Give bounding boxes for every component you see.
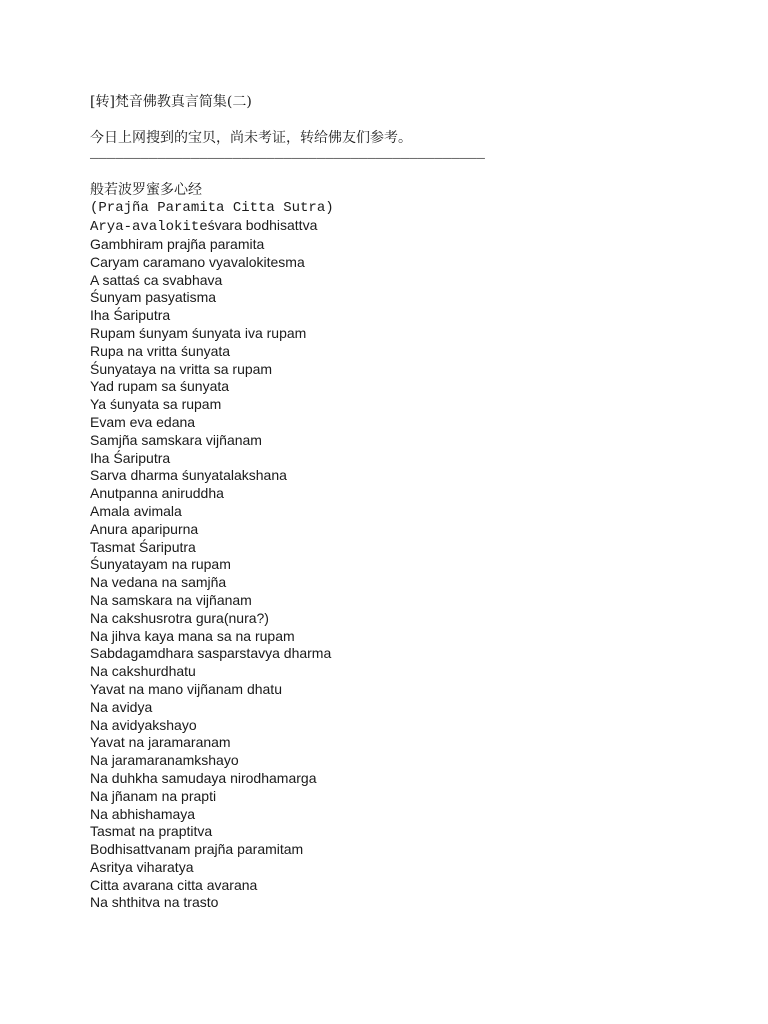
verse-line: Na cakshurdhatu (90, 663, 196, 680)
verse-line: Na jaramaranamkshayo (90, 752, 239, 769)
verse-line: Iha Śariputra (90, 307, 171, 324)
verse-line: A sattaś ca svabhava (90, 271, 223, 288)
verse-line: Asritya viharatya (90, 858, 194, 875)
verse-first-mono-part: Arya-avalokite (90, 219, 208, 235)
verse-line: Evam eva edana (90, 413, 196, 430)
verse-line: Na avidyakshayo (90, 716, 197, 733)
verse-line: Yavat na mano vijñanam dhatu (90, 680, 282, 697)
verse-line: Rupa na vritta śunyata (90, 342, 231, 359)
verse-line: Gambhiram prajña paramita (90, 236, 265, 252)
verse-line: Na cakshusrotra gura(nura?) (90, 609, 269, 626)
verse-line: Bodhisattvanam prajña paramitam (90, 841, 304, 858)
verse-line: Na shthitva na trasto (90, 894, 219, 911)
verse-line: Na duhkha samudaya nirodhamarga (90, 769, 317, 786)
verse-line: Śunyam pasyatisma (90, 289, 217, 306)
verse-line: Na avidya (90, 698, 153, 715)
verse-line: Caryam caramano vyavalokitesma (90, 253, 305, 270)
intro-text: 今日上网搜到的宝贝，尚未考证，转给佛友们参考。 (90, 130, 412, 146)
verse-line: Anutpanna aniruddha (90, 485, 224, 502)
verse-line: Yavat na jaramaranam (90, 734, 231, 751)
verse-line: Rupam śunyam śunyata iva rupam (90, 324, 307, 341)
verse-line: Sabdagamdhara sasparstavya dharma (90, 645, 332, 662)
verse-line: Iha Śariputra (90, 449, 171, 466)
verse-line: Tasmat Śariputra (90, 538, 196, 555)
verse-line: Yad rupam sa śunyata (90, 378, 230, 395)
verse-line: Samjña samskara vijñanam (90, 431, 262, 448)
verse-line: Na abhishamaya (90, 805, 196, 822)
verse-line: Sarva dharma śunyatalakshana (90, 467, 287, 484)
verse-line: Na vedana na samjña (90, 574, 227, 591)
verse-list (90, 236, 730, 912)
verse-line-first (90, 217, 730, 236)
verse-line: Ya śunyata sa rupam (90, 396, 222, 413)
verse-line: Na jñanam na prapti (90, 787, 217, 804)
verse-line: Anura aparipurna (90, 520, 199, 537)
verse-line: Na samskara na vijñanam (90, 591, 252, 608)
verse-line: Śunyataya na vritta sa rupam (90, 360, 273, 377)
verse-line: Śunyatayam na rupam (90, 556, 231, 573)
separator-line: _______________________________________________ (90, 146, 485, 162)
verse-line: Tasmat na praptitva (90, 823, 213, 840)
document-title: [转]梵音佛教真言简集(二) (90, 94, 252, 110)
verse-line: Citta avarana citta avarana (90, 876, 258, 893)
sutra-title-sanskrit: (Prajña Paramita Citta Sutra) (90, 200, 334, 216)
verse-first-rest-part: śvara bodhisattva (207, 217, 318, 233)
verse-line: Amala avimala (90, 502, 182, 519)
sutra-title-chinese: 般若波罗蜜多心经 (90, 182, 202, 198)
verse-line: Na jihva kaya mana sa na rupam (90, 627, 295, 644)
document-page (90, 93, 730, 912)
